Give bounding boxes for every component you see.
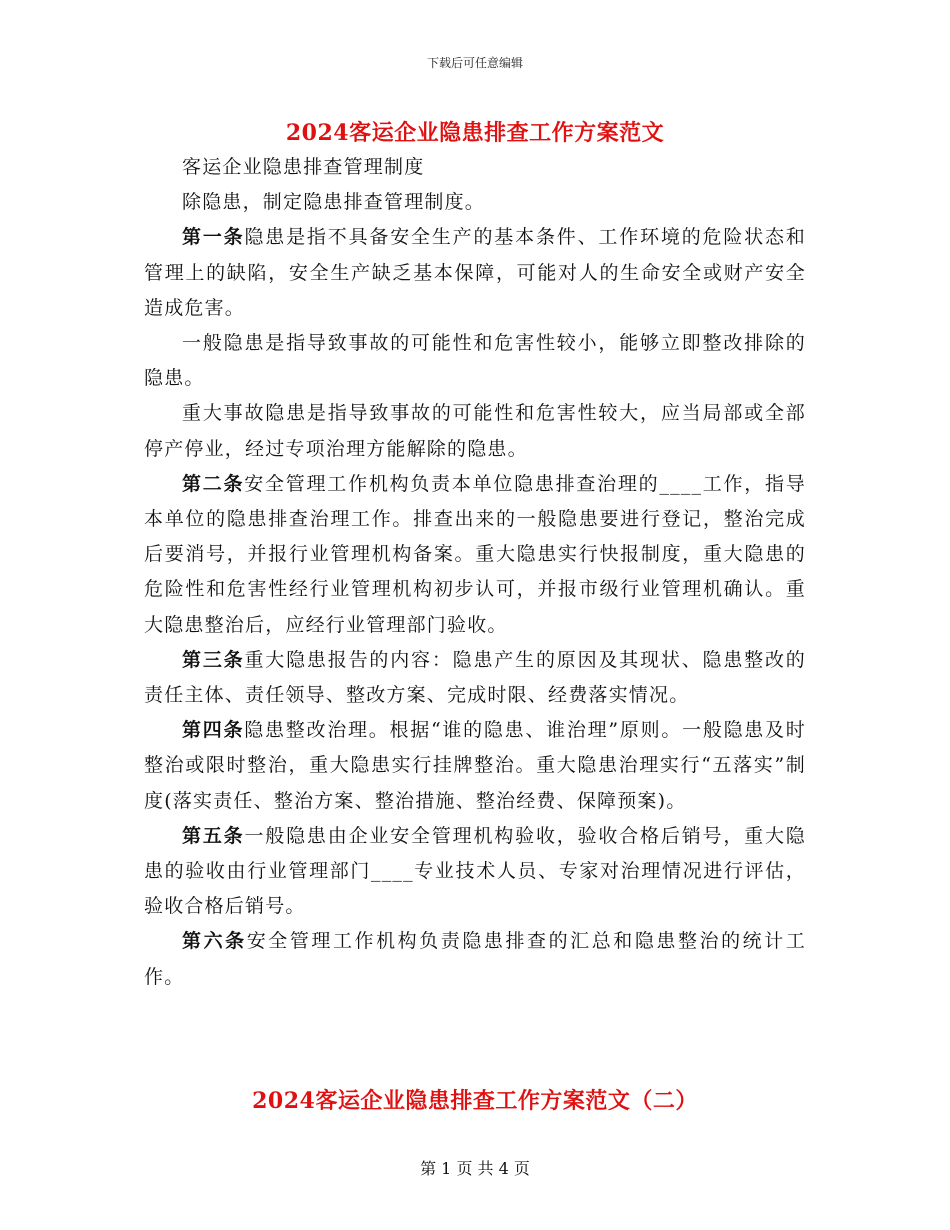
paragraph-1 — [144, 185, 806, 220]
article-lead: 第一条 — [182, 226, 245, 249]
document-title: 2024客运企业隐患排查工作方案范文 — [285, 120, 665, 146]
paragraph-text: 客运企业隐患排查管理制度 — [182, 156, 425, 178]
paragraph-4 — [144, 396, 806, 466]
article-4 — [144, 713, 806, 819]
paragraph-text: 一般隐患是指导致事故的可能性和危害性较小，能够立即整改排除的隐患。 — [144, 332, 806, 390]
paragraph-text: 重大事故隐患是指导致事故的可能性和危害性较大，应当局部或全部停产停业，经过专项治理方能解除的隐患。 — [144, 402, 806, 460]
page-number: 第 1 页 共 4 页 — [420, 1159, 530, 1178]
paragraph-text: 重大隐患报告的内容：隐患产生的原因及其现状、隐患整改的责任主体、责任领导、整改方案、完成时限、经费落实情况。 — [144, 648, 806, 707]
paragraph-text: 安全管理工作机构负责隐患排查的汇总和隐患整治的统计工作。 — [144, 930, 807, 988]
paragraph-text: 一般隐患由企业安全管理机构验收，验收合格后销号，重大隐患的验收由行业管理部门____专业技术人员、专家对治理情况进行评估，验收合格后销号。 — [144, 824, 806, 918]
article-1 — [144, 220, 806, 326]
header-note: 下载后可任意编辑 — [426, 56, 523, 70]
paragraph-text: 隐患整改治理。根据“谁的隐患、谁治理”原则。一般隐患及时整治或限时整治，重大隐患实行挂牌整治。重大隐患治理实行“五落实”制度(落实责任、整治方案、整治措施、整治经费、保障预案)。 — [144, 719, 807, 812]
article-lead: 第三条 — [182, 648, 245, 671]
article-6 — [144, 924, 806, 994]
paragraph-3 — [144, 326, 806, 396]
article-lead: 第五条 — [182, 824, 245, 847]
next-section-title: 2024客运企业隐患排查工作方案范文（二） — [252, 1088, 698, 1114]
paragraph-text: 除隐患，制定隐患排查管理制度。 — [182, 191, 486, 214]
article-lead: 第四条 — [182, 719, 245, 742]
article-3 — [144, 643, 806, 713]
paragraph-0 — [144, 150, 806, 185]
article-lead: 第二条 — [182, 472, 245, 495]
article-lead: 第六条 — [182, 930, 247, 953]
paragraph-text: 安全管理工作机构负责本单位隐患排查治理的____工作，指导本单位的隐患排查治理工作。排查出来的一般隐患要进行登记，整治完成后要消号，并报行业管理机构备案。重大隐患实行快报制度，重大隐患的危险性和危害性经行业管理机构初步认可，并报市级行业管理机确认。重大隐患整治后，应经行业管理部门验收。 — [144, 472, 806, 636]
paragraph-text: 隐患是指不具备安全生产的基本条件、工作环境的危险状态和管理上的缺陷，安全生产缺乏基本保障，可能对人的生命安全或财产安全造成危害。 — [144, 226, 806, 319]
article-5 — [144, 819, 806, 925]
article-2 — [144, 467, 806, 643]
document-body — [144, 150, 806, 995]
